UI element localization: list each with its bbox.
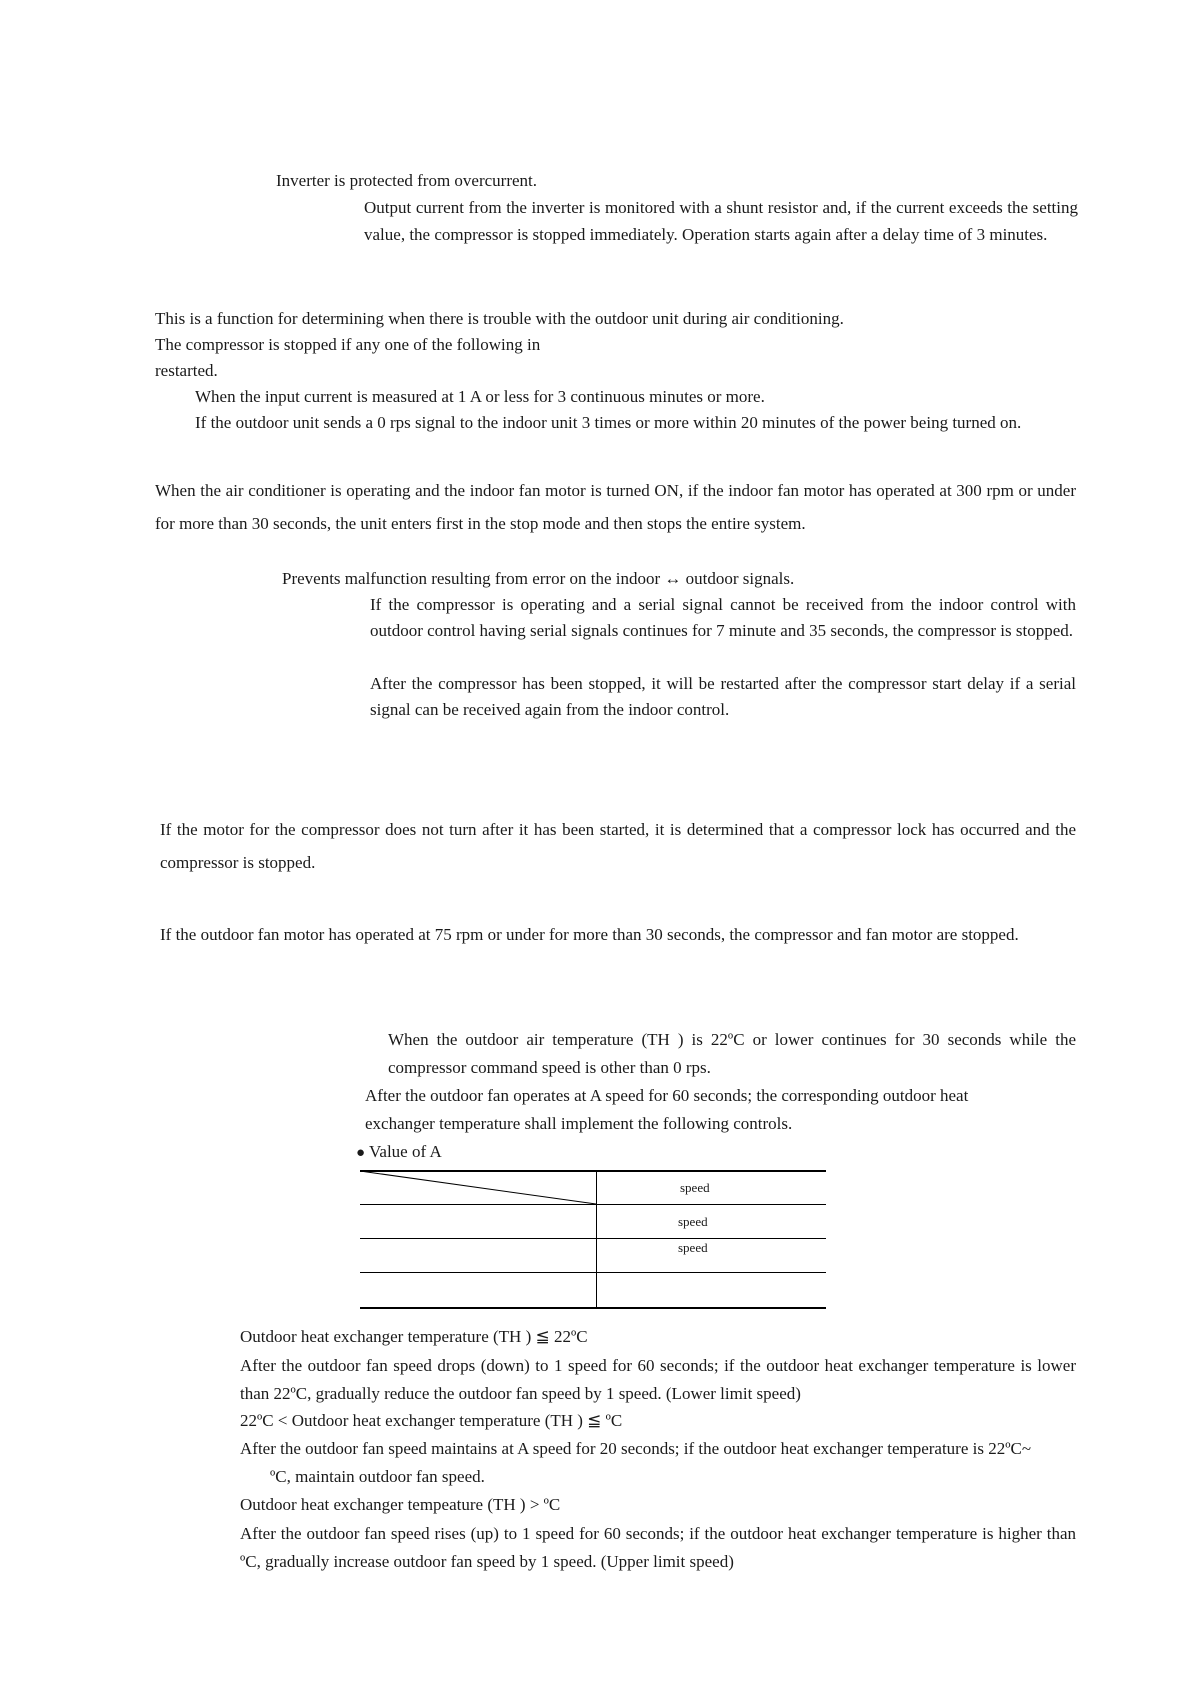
trouble-line-3: restarted. (155, 361, 218, 380)
after-fan-line-2: exchanger temperature shall implement the following controls. (365, 1114, 793, 1133)
serial-detail-1: If the compressor is operating and a serial signal cannot be received from the indoor control with outdoor control having serial signals continues for 7 minute and 35 seconds, the compressor is stopped. (370, 595, 1076, 640)
trouble-line-1: This is a function for determining when there is trouble with the outdoor unit during air conditioning. (155, 309, 844, 328)
table-corner-diagonal (360, 1170, 597, 1205)
condition-3-text: After the outdoor fan speed rises (up) to 1 speed for 60 seconds; if the outdoor heat exchanger temperature is higher than ºC, gradually increase outdoor fan speed by 1 speed. (Upper limit speed) (240, 1524, 1076, 1571)
condition-2-text-line-2: ºC, maintain outdoor fan speed. (270, 1467, 485, 1486)
indoor-fan-text: When the air conditioner is operating and the indoor fan motor is turned ON, if the indoor fan motor has operated at 300 rpm or under for more than 30 seconds, the unit enters first in the stop mode and then stops the entire system. (155, 481, 1076, 533)
low-temp-condition: When the outdoor air temperature (TH ) is 22ºC or lower continues for 30 seconds while the compressor command speed is other than 0 rps. (388, 1030, 1076, 1077)
value-of-a-text: Value of A (369, 1142, 442, 1161)
table-bottom-rule (360, 1307, 826, 1309)
condition-1-text: After the outdoor fan speed drops (down) to 1 speed for 60 seconds; if the outdoor heat exchanger temperature is lower than 22ºC, gradually reduce the outdoor fan speed by 1 speed. (Lower limit speed) (240, 1356, 1076, 1403)
serial-intro: Prevents malfunction resulting from error on the indoor ↔ outdoor signals. (282, 569, 795, 588)
table-cell: speed (678, 1240, 708, 1255)
table-cell: speed (680, 1180, 710, 1195)
trouble-condition-2: If the outdoor unit sends a 0 rps signal to the indoor unit 3 times or more within 20 minutes of the power being turned on. (195, 413, 1022, 432)
condition-3-title: Outdoor heat exchanger tempeature (TH ) > ºC (240, 1495, 561, 1514)
compressor-lock-text: If the motor for the compressor does not turn after it has been started, it is determined that a compressor lock has occurred and the compressor is stopped. (160, 820, 1076, 872)
trouble-condition-1: When the input current is measured at 1 A or less for 3 continuous minutes or more. (195, 387, 765, 406)
table-row-rule (360, 1272, 826, 1273)
bullet-icon: ● (356, 1145, 366, 1161)
serial-detail-2: After the compressor has been stopped, it will be restarted after the compressor start delay if a serial signal can be received again from the indoor control. (370, 674, 1076, 719)
condition-2-text-line-1: After the outdoor fan speed maintains at A speed for 20 seconds; if the outdoor heat exchanger temperature is 22ºC~ (240, 1439, 1032, 1458)
table-cell: speed (678, 1214, 708, 1229)
value-of-a-table (360, 1170, 826, 1309)
table-row-rule (360, 1238, 826, 1239)
condition-2-title: 22ºC < Outdoor heat exchanger temperature (TH ) ≦ ºC (240, 1411, 623, 1430)
after-fan-line-1: After the outdoor fan operates at A speed for 60 seconds; the corresponding outdoor heat (365, 1086, 969, 1105)
condition-1-title: Outdoor heat exchanger temperature (TH ) ≦ 22ºC (240, 1327, 588, 1346)
overcurrent-detail: Output current from the inverter is monitored with a shunt resistor and, if the current exceeds the setting value, the compressor is stopped immediately. Operation starts again after a delay time of 3 minutes. (364, 198, 1078, 244)
value-of-a-label (356, 1139, 442, 1166)
overcurrent-intro: Inverter is protected from overcurrent. (276, 171, 538, 190)
outdoor-fan-text: If the outdoor fan motor has operated at 75 rpm or under for more than 30 seconds, the compressor and fan motor are stopped. (160, 925, 1019, 944)
trouble-line-2: The compressor is stopped if any one of the following in (155, 335, 541, 354)
